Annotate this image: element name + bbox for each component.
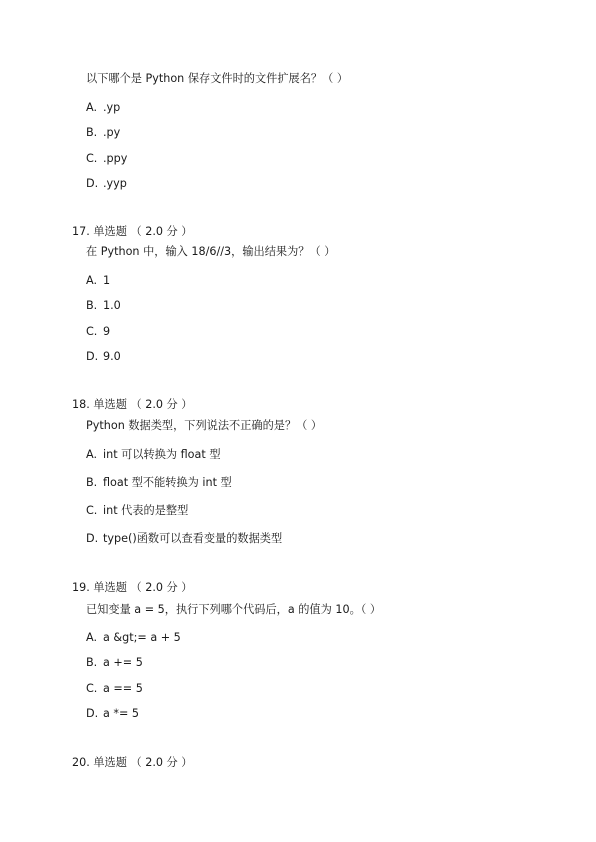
option-a[interactable]	[86, 630, 181, 646]
option-c[interactable]	[86, 503, 188, 519]
option-label: A.	[86, 101, 98, 114]
question-text: 以下哪个是 Python 保存文件时的文件扩展名？（ ）	[86, 72, 349, 85]
option-b[interactable]	[86, 655, 143, 671]
option-a[interactable]	[86, 100, 120, 116]
option-label: D.	[86, 532, 99, 545]
option-d[interactable]	[86, 176, 127, 192]
option-label: D.	[86, 707, 99, 720]
option-label: B.	[86, 126, 98, 139]
question-text: 已知变量 a = 5，执行下列哪个代码后，a 的值为 10。（ ）	[86, 603, 382, 616]
question-text: Python 数据类型，下列说法不正确的是？（ ）	[86, 419, 323, 432]
option-label: A.	[86, 274, 98, 287]
option-b[interactable]	[86, 125, 120, 141]
option-text: a &gt;= a + 5	[103, 631, 181, 644]
option-d[interactable]	[86, 531, 282, 547]
option-d[interactable]	[86, 706, 139, 722]
option-text: 1	[103, 274, 111, 287]
option-text: 9.0	[103, 350, 121, 363]
option-text: int 可以转换为 float 型	[103, 448, 221, 461]
option-label: B.	[86, 656, 98, 669]
option-text: .yp	[103, 101, 121, 114]
option-text: a += 5	[103, 656, 143, 669]
option-text: .py	[103, 126, 121, 139]
option-a[interactable]	[86, 447, 221, 463]
option-c[interactable]	[86, 681, 143, 697]
option-label: A.	[86, 631, 98, 644]
option-label: D.	[86, 177, 99, 190]
option-label: C.	[86, 682, 98, 695]
option-text: 9	[103, 325, 111, 338]
option-label: D.	[86, 350, 99, 363]
question-header: 18. 单选题 （ 2.0 分 ）	[72, 398, 193, 411]
option-text: type()函数可以查看变量的数据类型	[103, 532, 283, 545]
question-header: 17. 单选题 （ 2.0 分 ）	[72, 225, 193, 238]
option-c[interactable]	[86, 324, 110, 340]
option-label: B.	[86, 476, 98, 489]
option-d[interactable]	[86, 349, 121, 365]
question-header: 19. 单选题 （ 2.0 分 ）	[72, 581, 193, 594]
option-label: C.	[86, 325, 98, 338]
option-a[interactable]	[86, 273, 110, 289]
option-label: C.	[86, 152, 98, 165]
option-text: a == 5	[103, 682, 143, 695]
option-text: .ppy	[103, 152, 128, 165]
option-c[interactable]	[86, 151, 127, 167]
option-b[interactable]	[86, 298, 121, 314]
option-text: float 型不能转换为 int 型	[103, 476, 232, 489]
option-b[interactable]	[86, 475, 232, 491]
option-label: C.	[86, 504, 98, 517]
option-text: .yyp	[103, 177, 127, 190]
option-text: int 代表的是整型	[103, 504, 189, 517]
question-header: 20. 单选题 （ 2.0 分 ）	[72, 756, 193, 769]
option-label: B.	[86, 299, 98, 312]
option-text: a *= 5	[103, 707, 140, 720]
option-label: A.	[86, 448, 98, 461]
option-text: 1.0	[103, 299, 121, 312]
question-text: 在 Python 中，输入 18/6//3，输出结果为？（ ）	[86, 245, 336, 258]
